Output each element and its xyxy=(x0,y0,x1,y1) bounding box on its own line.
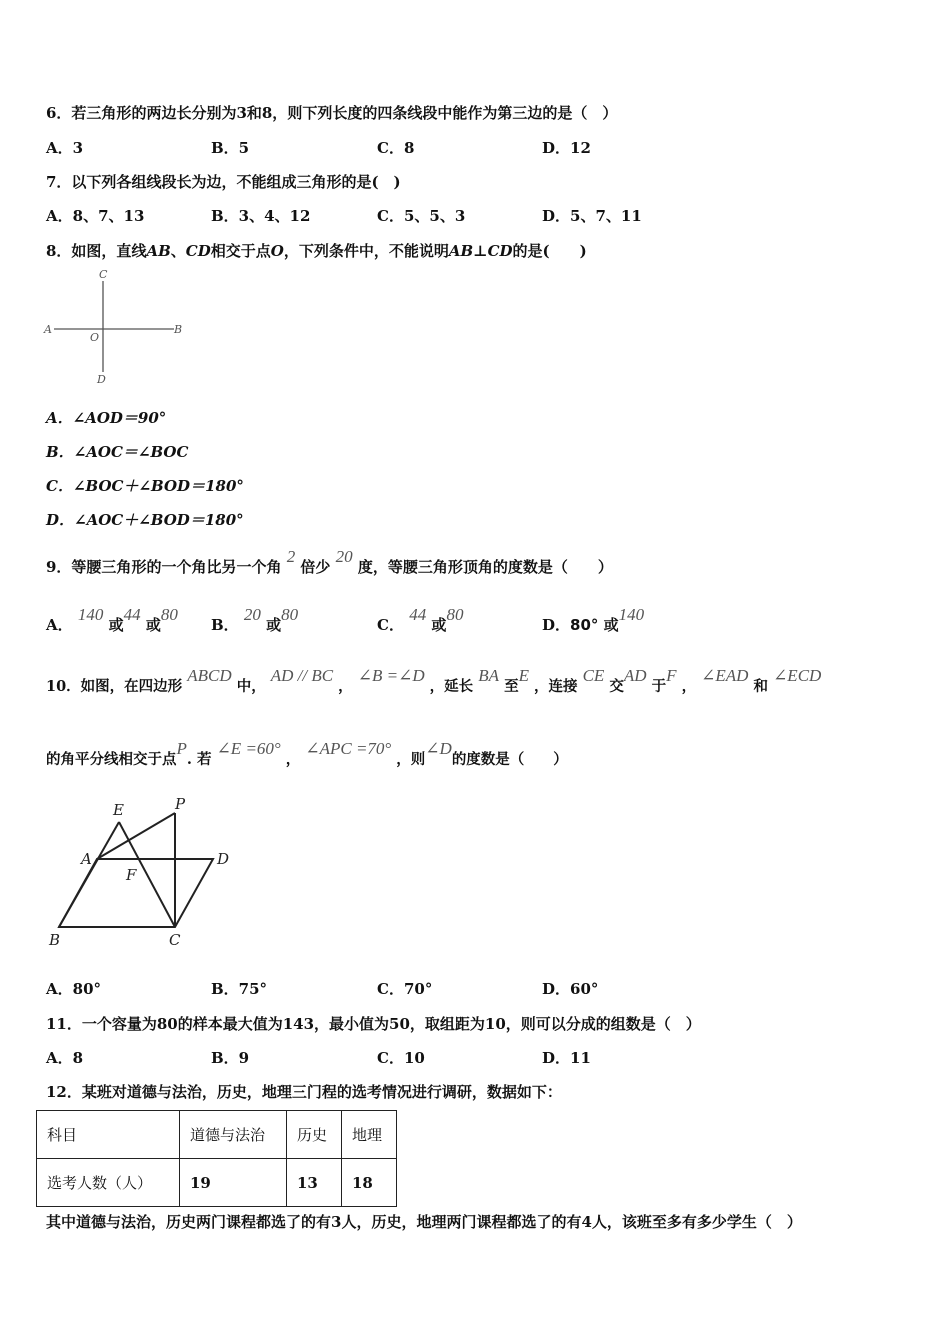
q10-option-d: D．60° xyxy=(542,980,599,998)
q7-stem: 7．以下列各组线段长为边，不能组成三角形的是( ) xyxy=(46,173,401,191)
q6-option-d: D．12 xyxy=(542,139,591,157)
table-cell: 13 xyxy=(287,1159,342,1207)
table-header-cell: 地理 xyxy=(342,1111,397,1159)
q8-stem: 8．如图，直线AB、CD相交于点O，下列条件中，不能说明AB⊥CD的是( ) xyxy=(46,242,587,260)
q12-stem: 12．某班对道德与法治，历史，地理三门程的选考情况进行调研，数据如下： xyxy=(46,1083,562,1101)
table-cell: 选考人数（人） xyxy=(37,1159,180,1207)
q8-label-o: O xyxy=(90,331,100,344)
q8-label-a: A xyxy=(44,323,52,336)
q11-option-d: D．11 xyxy=(542,1049,591,1067)
q7-option-c: C．5、5、3 xyxy=(377,207,466,225)
q11-option-b: B．9 xyxy=(211,1049,250,1067)
q8-figure xyxy=(40,265,190,390)
q10-stem-line1: 10．如图，在四边形 ABCD 中， AD // BC ， ∠B =∠D ，延长 BA 至E ，连接 CE 交AD 于F ， ∠EAD 和 ∠ECD xyxy=(46,666,822,695)
q10-label-d: D xyxy=(217,850,230,868)
table-cell: 19 xyxy=(180,1159,287,1207)
q9-stem: 9．等腰三角形的一个角比另一个角 2 倍少 20 度，等腰三角形顶角的度数是（ ） xyxy=(46,547,613,576)
q10-option-c: C．70° xyxy=(377,980,433,998)
q11-option-c: C．10 xyxy=(377,1049,425,1067)
q9-option-c: C． 44 或80 xyxy=(377,605,464,634)
q10-label-c: C xyxy=(169,931,181,949)
q11-option-a: A．8 xyxy=(46,1049,84,1067)
q10-label-p: P xyxy=(175,795,186,813)
table-cell: 18 xyxy=(342,1159,397,1207)
q11-stem: 11．一个容量为80的样本最大值为143，最小值为50，取组距为10，则可以分成的组数是（ ） xyxy=(46,1015,701,1033)
q6-option-b: B．5 xyxy=(211,139,250,157)
q6-stem: 6．若三角形的两边长分别为3和8，则下列长度的四条线段中能作为第三边的是（ ） xyxy=(46,104,618,122)
q8-label-d: D xyxy=(97,373,106,386)
q6-option-a: A．3 xyxy=(46,139,84,157)
q8-option-c: C．∠BOC＋∠BOD＝180° xyxy=(46,477,244,495)
q10-label-e: E xyxy=(113,801,124,819)
q8-label-b: B xyxy=(174,323,183,336)
q10-label-f: F xyxy=(126,866,137,884)
table-row xyxy=(37,1111,397,1159)
q6-option-c: C．8 xyxy=(377,139,415,157)
q9-option-a: A． 140 或44 或80 xyxy=(46,605,178,634)
q9-option-d: D．80° 或140 xyxy=(542,605,645,634)
q8-option-b: B．∠AOC＝∠BOC xyxy=(46,443,189,461)
q9-option-b: B． 20 或80 xyxy=(211,605,299,634)
q8-option-a: A．∠AOD＝90° xyxy=(46,409,167,427)
q12-tail: 其中道德与法治，历史两门课程都选了的有3人，历史，地理两门课程都选了的有4人，该班至多有多少学生（ ） xyxy=(46,1213,802,1231)
q8-option-d: D．∠AOC＋∠BOD＝180° xyxy=(46,511,244,529)
q10-figure xyxy=(40,790,250,960)
table-header-cell: 历史 xyxy=(287,1111,342,1159)
q7-option-a: A．8、7、13 xyxy=(46,207,145,225)
q7-option-b: B．3、4、12 xyxy=(211,207,311,225)
table-header-cell: 道德与法治 xyxy=(180,1111,287,1159)
q10-label-b: B xyxy=(49,931,61,949)
table-header-cell: 科目 xyxy=(37,1111,180,1159)
q10-stem-line2: 的角平分线相交于点P. 若 ∠E =60° ， ∠APC =70° ，则∠D的度数是（ ） xyxy=(46,739,568,768)
q10-label-a: A xyxy=(81,850,92,868)
table-row xyxy=(37,1159,397,1207)
q8-label-c: C xyxy=(99,268,108,281)
q10-option-a: A．80° xyxy=(46,980,102,998)
q7-option-d: D．5、7、11 xyxy=(542,207,642,225)
q10-segment-be xyxy=(59,822,119,927)
q12-table xyxy=(36,1110,397,1207)
q10-option-b: B．75° xyxy=(211,980,268,998)
